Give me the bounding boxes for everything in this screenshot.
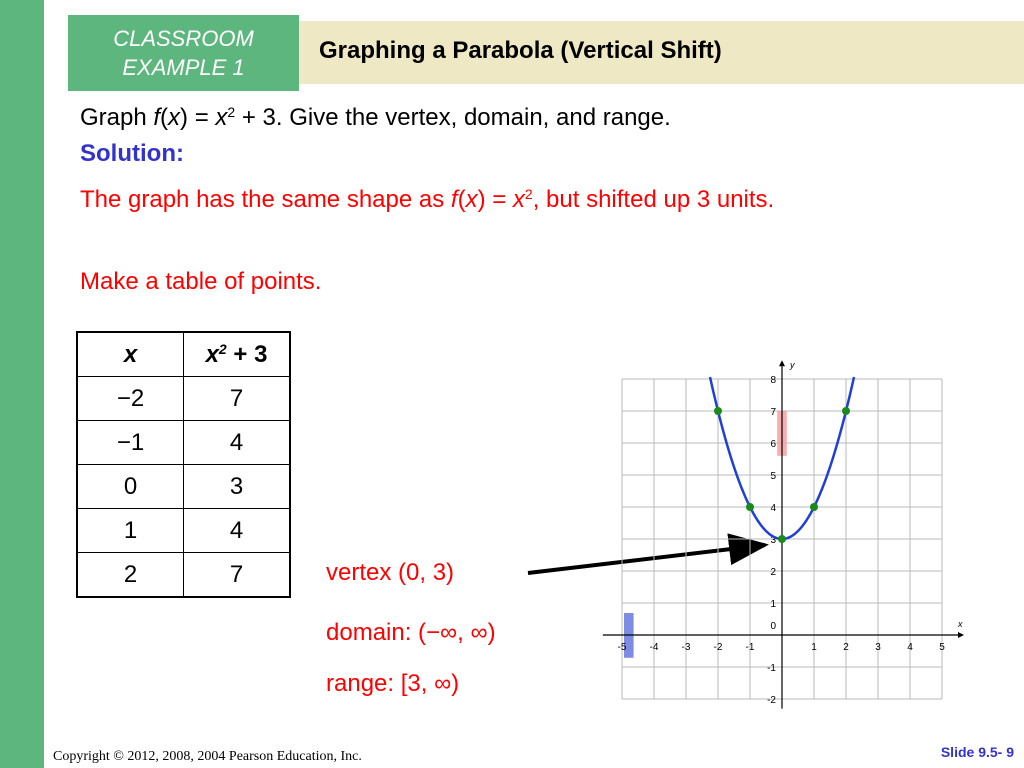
copyright-footer: Copyright © 2012, 2008, 2004 Pearson Education, Inc. [53,749,362,764]
y-axis-arrow-icon [779,360,785,366]
table-row [77,421,290,465]
x-tick-label: -3 [681,642,691,653]
x-tick-label: -1 [745,642,755,653]
shape-x-1: x [465,186,478,213]
plotted-point [778,535,786,543]
x-tick-label: 2 [843,642,849,653]
table-cell-x: 0 [77,465,184,509]
table-row [77,377,290,421]
y-tick-label: -1 [767,663,776,674]
problem-statement [80,104,671,132]
problem-text-4: + 3. Give the vertex, domain, and range. [235,104,671,131]
domain-label: domain: (−∞, ∞) [326,619,496,646]
badge-line-1: CLASSROOM [113,26,254,51]
shape-x-2: x [512,186,525,213]
y-tick-label: 3 [770,535,776,546]
y-axis-label: y [790,360,795,371]
table-row [77,465,290,509]
table-row [77,553,290,598]
x-tick-label: 5 [939,642,945,653]
y-tick-label: 5 [770,471,776,482]
x-tick-label: -2 [713,642,723,653]
y-tick-label: 7 [770,407,776,418]
shape-text-3: ) = [477,186,513,213]
vertex-label: vertex (0, 3) [326,559,455,586]
badge-line-2: EXAMPLE 1 [122,55,245,80]
problem-text-1: Graph [80,104,154,131]
header-x: x [205,340,219,368]
plotted-point [714,407,722,415]
x-axis-label: x [958,619,963,629]
table-cell-y: 4 [184,421,291,465]
y-tick-label: -2 [767,695,776,706]
y-tick-label: 8 [770,375,776,386]
slide-title: Graphing a Parabola (Vertical Shift) [319,37,722,64]
points-table [76,331,291,598]
shape-text-1: The graph has the same shape as [80,186,451,213]
slide-number: Slide 9.5- 9 [940,744,1014,760]
x-tick-label: 1 [811,642,817,653]
table-cell-y: 7 [184,553,291,598]
x-tick-label: 4 [907,642,913,653]
header-exponent: 2 [218,340,227,357]
x-tick-label: 3 [875,642,881,653]
problem-text-2: ( [160,104,169,131]
plotted-point [746,503,754,511]
classroom-example-badge [68,15,299,91]
table-cell-x: 1 [77,509,184,553]
y-tick-label: 6 [770,439,776,450]
range-label: range: [3, ∞) [326,670,460,697]
shape-explanation [80,186,774,214]
shape-exponent: 2 [524,186,533,202]
problem-x-2: x [215,104,228,131]
y-tick-label: 2 [770,567,776,578]
shape-text-2: ( [457,186,466,213]
plotted-point [810,503,818,511]
table-header-row [77,332,290,377]
table-cell-x: −2 [77,377,184,421]
x-tick-label: -5 [617,642,627,653]
problem-exponent: 2 [227,104,236,120]
y-tick-label: 1 [770,599,776,610]
table-header-fx [184,332,291,377]
table-cell-x: −1 [77,421,184,465]
header-plus-three: + 3 [226,340,268,368]
plotted-point [842,407,850,415]
table-cell-y: 7 [184,377,291,421]
shape-f: f [450,186,458,213]
origin-label: 0 [770,621,776,632]
table-header-x: x [77,332,184,377]
title-bar [299,21,1024,84]
problem-text-3: ) = [180,104,216,131]
solution-label: Solution: [80,140,184,167]
problem-x-1: x [168,104,181,131]
table-cell-x: 2 [77,553,184,598]
make-table-text: Make a table of points. [80,268,322,295]
x-axis-arrow-icon [958,632,964,638]
table-cell-y: 3 [184,465,291,509]
parabola-graph [600,360,963,713]
table-cell-y: 4 [184,509,291,553]
table-row [77,509,290,553]
x-tick-label: -4 [649,642,659,653]
shape-text-4: , but shifted up 3 units. [532,186,775,213]
left-sidebar-bar [0,0,44,768]
problem-f: f [153,104,161,131]
y-tick-label: 4 [770,503,776,514]
